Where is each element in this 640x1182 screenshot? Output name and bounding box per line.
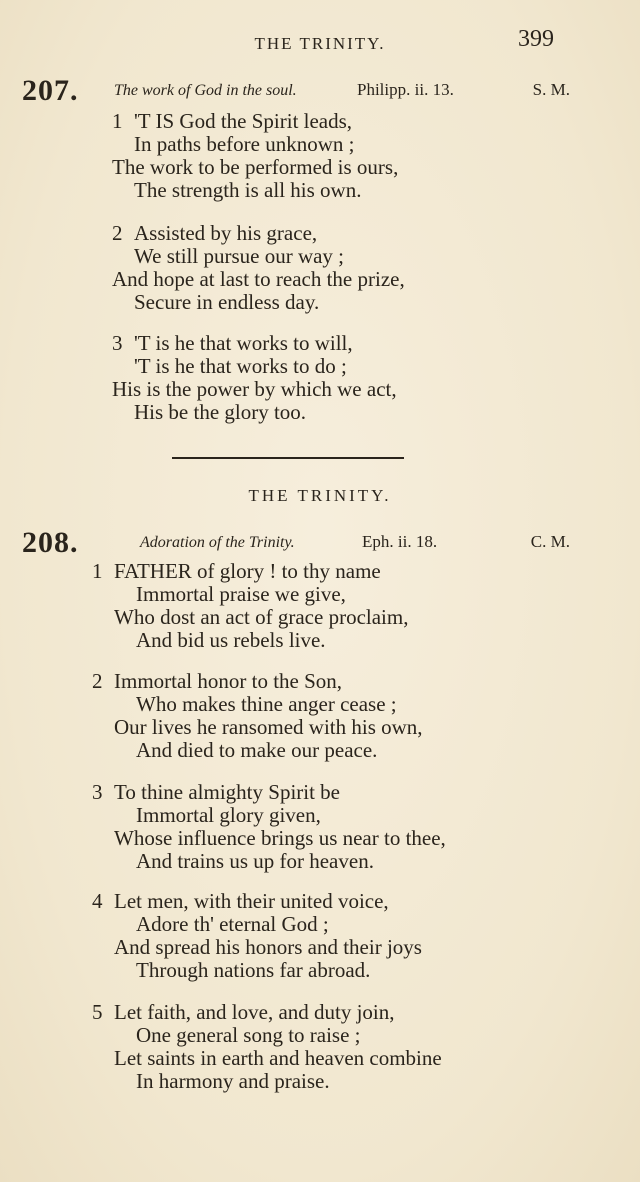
stanza-line: Immortal glory given, (136, 803, 321, 827)
stanza-line: His be the glory too. (134, 400, 307, 424)
stanza-line: Secure in endless day. (134, 290, 320, 314)
page-number: 399 (518, 26, 554, 52)
stanza-line: Our lives he ransomed with his own, (114, 715, 423, 739)
hymn-theme: The work of God in the soul. (114, 82, 297, 99)
stanza-line: And spread his honors and their joys (114, 935, 422, 959)
stanza-line: And bid us rebels live. (136, 628, 326, 652)
stanza-line: And died to make our peace. (136, 738, 378, 762)
stanza-line: 'T IS God the Spirit leads, (134, 109, 353, 133)
stanza-line: We still pursue our way ; (134, 244, 345, 268)
stanza-5 (92, 1001, 442, 1093)
stanza-line: Adore th' eternal God ; (136, 912, 329, 936)
hymn-meter: S. M. (532, 80, 570, 99)
verse-number: 3 (92, 780, 103, 804)
stanza-2 (112, 222, 405, 314)
section-title: THE TRINITY. (248, 486, 392, 505)
stanza-line: Assisted by his grace, (134, 221, 318, 245)
verse-number: 1 (112, 109, 123, 133)
stanza-line: FATHER of glory ! to thy name (114, 559, 381, 583)
verse-number: 2 (112, 221, 123, 245)
stanza-line: Let men, with their united voice, (114, 889, 389, 913)
stanza-line: One general song to raise ; (136, 1023, 361, 1047)
stanza-line: And trains us up for heaven. (136, 849, 374, 873)
section-divider (172, 457, 404, 459)
stanza-line: Who makes thine anger cease ; (136, 692, 397, 716)
stanza-line: 'T is he that works to will, (134, 331, 353, 355)
stanza-4 (92, 890, 422, 982)
stanza-line: In paths before unknown ; (134, 132, 355, 156)
stanza-line: In harmony and praise. (136, 1069, 330, 1093)
stanza-line: The work to be performed is ours, (112, 155, 399, 179)
stanza-1 (112, 110, 398, 202)
verse-number: 5 (92, 1000, 103, 1024)
stanza-line: 'T is he that works to do ; (134, 354, 347, 378)
stanza-line: Immortal honor to the Son, (114, 669, 343, 693)
stanza-line: The strength is all his own. (134, 178, 362, 202)
hymn-number: 208. (22, 526, 79, 559)
stanza-line: To thine almighty Spirit be (114, 780, 341, 804)
stanza-line: Let faith, and love, and duty join, (114, 1000, 395, 1024)
stanza-1 (92, 560, 408, 652)
stanza-line: Through nations far abroad. (136, 958, 371, 982)
stanza-line: Immortal praise we give, (136, 582, 346, 606)
stanza-line: His is the power by which we act, (112, 377, 397, 401)
scripture-reference: Philipp. ii. 13. (357, 80, 454, 99)
scripture-reference: Eph. ii. 18. (362, 532, 438, 551)
stanza-3 (112, 332, 397, 424)
stanza-2 (92, 670, 423, 762)
hymn-208-header (22, 526, 570, 559)
verse-number: 2 (92, 669, 103, 693)
hymn-meter: C. M. (530, 532, 570, 551)
running-head: THE TRINITY. (254, 34, 386, 53)
stanza-3 (92, 781, 446, 873)
stanza-line: And hope at last to reach the prize, (112, 267, 405, 291)
stanza-line: Whose influence brings us near to thee, (114, 826, 446, 850)
hymn-number: 207. (22, 74, 79, 107)
stanza-line: Let saints in earth and heaven combine (114, 1046, 442, 1070)
verse-number: 3 (112, 331, 123, 355)
verse-number: 4 (92, 889, 103, 913)
stanza-line: Who dost an act of grace proclaim, (114, 605, 409, 629)
hymn-207-header (22, 74, 570, 107)
hymn-theme: Adoration of the Trinity. (140, 534, 295, 551)
verse-number: 1 (92, 559, 103, 583)
